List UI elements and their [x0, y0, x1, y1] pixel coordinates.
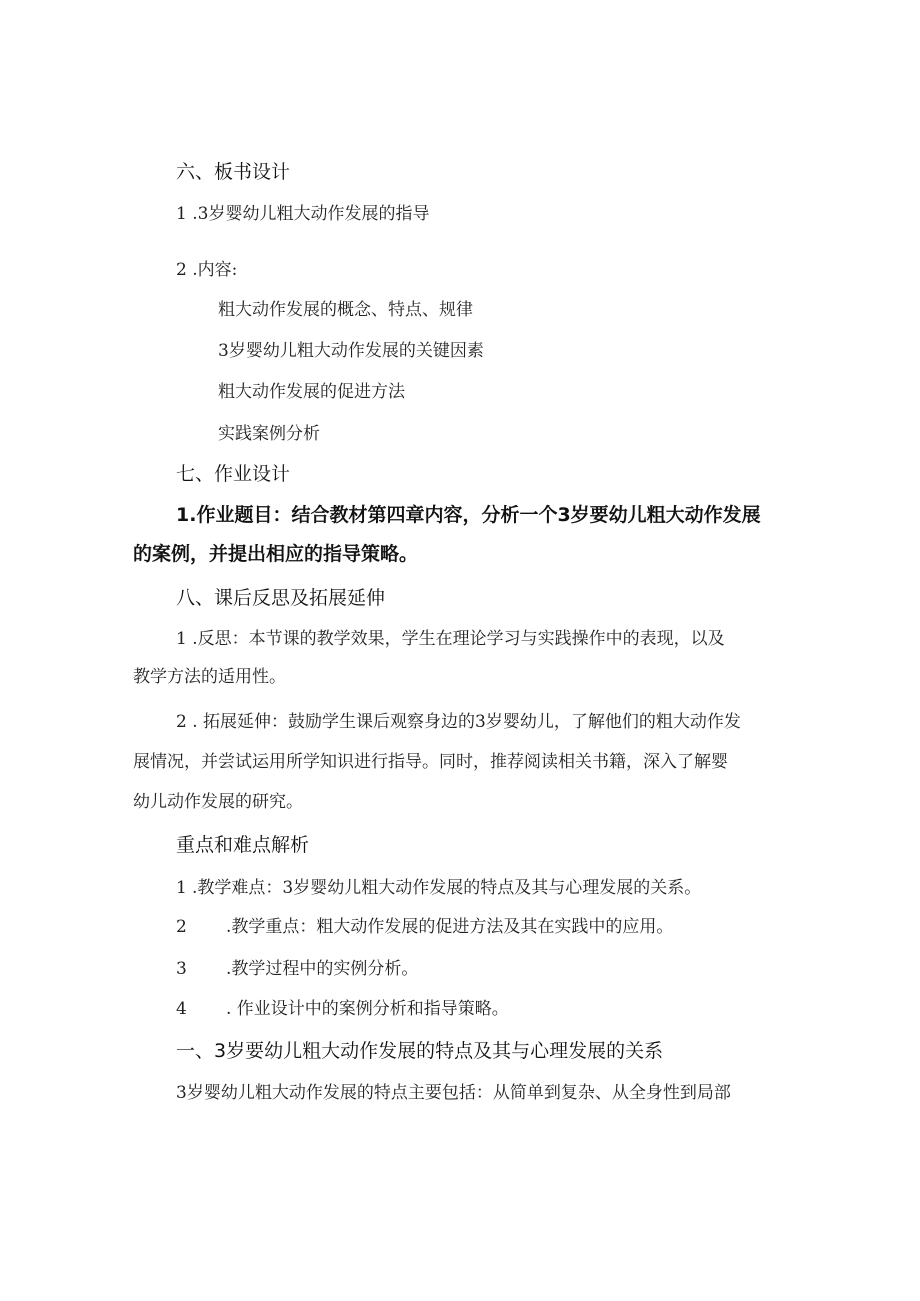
content-item: 粗大动作发展的概念、特点、规律: [218, 300, 473, 320]
key-point-number: 2: [176, 917, 187, 937]
key-point-number: 4: [176, 999, 187, 1019]
key-points-title: 重点和难点解析: [176, 834, 310, 856]
section-six-title: 六、板书设计: [176, 161, 291, 183]
content-item: 3岁婴幼儿粗大动作发展的关键因素: [218, 341, 484, 361]
key-point-number: 1: [176, 878, 187, 898]
reflection-line-2: 教学方法的适用性。: [133, 667, 286, 687]
part-one-body-line-1: 3岁婴幼儿粗大动作发展的特点主要包括：从简单到复杂、从全身性到局部: [176, 1083, 731, 1103]
content-item: 实践案例分析: [218, 424, 320, 444]
extension-line-2: 展情况，并尝试运用所学知识进行指导。同时，推荐阅读相关书籍，深入了解婴: [133, 752, 728, 772]
homework-line-2: 的案例，并提出相应的指导策略。: [133, 543, 419, 565]
reflection-line-1: 1 .反思：本节课的教学效果，学生在理论学习与实践操作中的表现，以及: [176, 629, 725, 649]
section-seven-title: 七、作业设计: [176, 463, 291, 485]
key-point-text: .教学过程中的实例分析。: [226, 959, 419, 979]
key-point-text: .教学难点：3岁婴幼儿粗大动作发展的特点及其与心理发展的关系。: [192, 878, 702, 898]
key-point-number: 3: [176, 959, 187, 979]
section-six-item-2: 2 .内容:: [176, 260, 238, 280]
section-eight-title: 八、课后反思及拓展延伸: [176, 587, 386, 609]
section-six-item-1: 1 .3岁婴幼儿粗大动作发展的指导: [176, 204, 430, 224]
part-one-title: 一、3岁要幼儿粗大动作发展的特点及其与心理发展的关系: [176, 1040, 664, 1062]
homework-line-1: 1.作业题目：结合教材第四章内容，分析一个3岁要幼儿粗大动作发展: [176, 504, 761, 526]
content-item: 粗大动作发展的促进方法: [218, 382, 405, 402]
key-point-text: . 作业设计中的案例分析和指导策略。: [226, 999, 509, 1019]
extension-line-3: 幼儿动作发展的研究。: [133, 792, 303, 812]
extension-line-1: 2 . 拓展延伸：鼓励学生课后观察身边的3岁婴幼儿，了解他们的粗大动作发: [176, 712, 741, 732]
key-point-text: .教学重点：粗大动作发展的促进方法及其在实践中的应用。: [226, 917, 674, 937]
